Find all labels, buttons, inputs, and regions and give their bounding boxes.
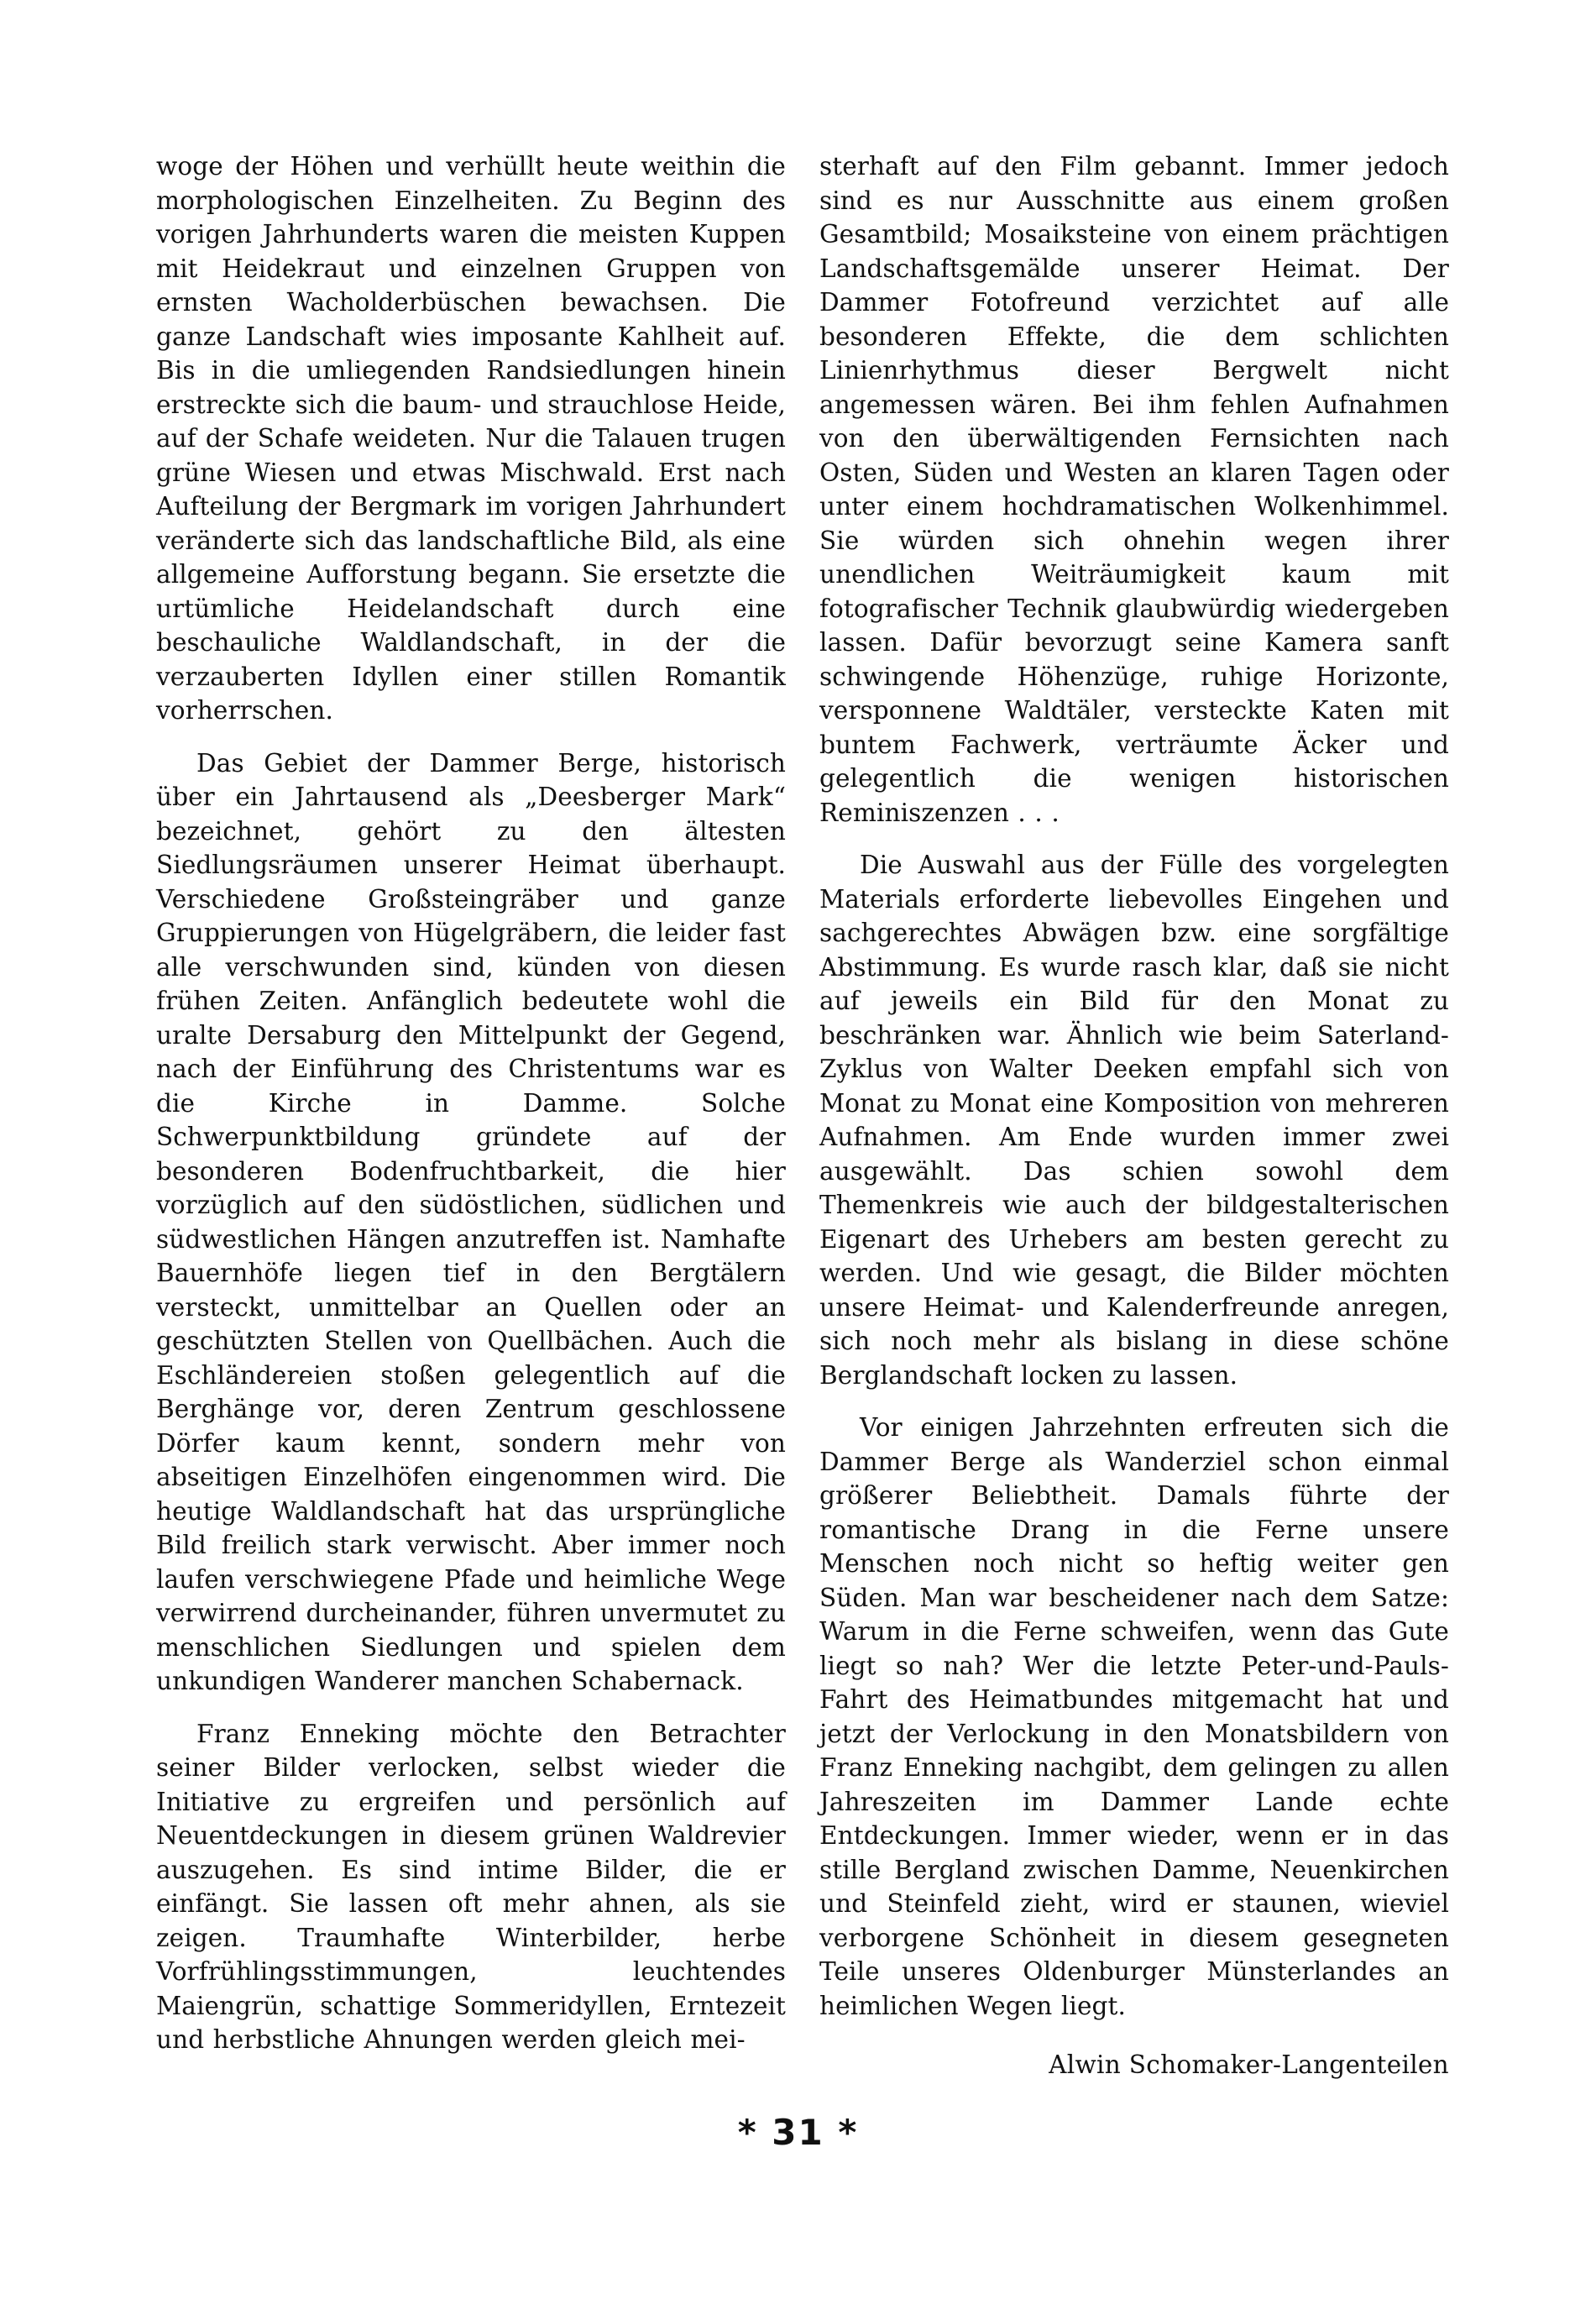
paragraph-right-3: Vor einigen Jahrzehnten erfreuten sich die Dammer Berge als Wanderziel schon einmal größerer Beliebtheit. Damals führte der romantische Drang in die Ferne unsere Menschen noch nicht so heftig weiter gen Süden. Man war bescheidener nach dem Satze: Warum in die Ferne schweifen, wenn das Gute liegt so nah? Wer die letzte Peter-und-Pauls-Fahrt des Heimatbundes mitgemacht hat und jetzt der Verlockung in den Monatsbildern von Franz Enneking nachgibt, dem gelingen zu allen Jahreszeiten im Dammer Lande echte Entdeckungen. Immer wieder, wenn er in das stille Bergland zwischen Damme, Neuenkirchen und Steinfeld zieht, wird er staunen, wieviel verborgene Schönheit in diesem gesegneten Teile unseres Oldenburger Münsterlandes an heimlichen Wegen liegt. (819, 1413, 1449, 2020)
paragraph-right-2: Die Auswahl aus der Fülle des vorgelegten Materials erforderte liebevolles Eingehen und sachgerechtes Abwägen bzw. eine sorgfältige Abstimmung. Es wurde rasch klar, daß sie nicht auf jeweils ein Bild für den Monat zu beschränken war. Ähnlich wie beim Saterland-Zyklus von Walter Deeken empfahl sich von Monat zu Monat eine Komposition von mehreren Aufnahmen. Am Ende wurden immer zwei ausgewählt. Das schien sowohl dem Themenkreis wie auch der bildgestalterischen Eigenart des Urhebers am besten gerecht zu werden. Und wie gesagt, die Bilder möchten unsere Heimat- und Kalenderfreunde anregen, sich noch mehr als bislang in diese schöne Berglandschaft locken zu lassen. (819, 851, 1449, 1390)
paragraph-left-2: Das Gebiet der Dammer Berge, historisch über ein Jahrtausend als „Deesberger Mark“ bezeichnet, gehört zu den ältesten Siedlungsräumen unserer Heimat überhaupt. Verschiedene Großsteingräber und ganze Gruppierungen von Hügelgräbern, die leider fast alle verschwunden sind, künden von diesen frühen Zeiten. Anfänglich bedeutete wohl die uralte Dersaburg den Mittelpunkt der Gegend, nach der Einführung des Christentums war es die Kirche in Damme. Solche Schwerpunktbildung gründete auf der besonderen Bodenfruchtbarkeit, die hier vorzüglich auf den südöstlichen, südlichen und südwestlichen Hängen anzutreffen ist. Namhafte Bauernhöfe liegen tief in den Bergtälern versteckt, unmittelbar an Quellen oder an geschützten Stellen von Quellbächen. Auch die Eschländereien stoßen gelegentlich auf die Berghänge vor, deren Zentrum geschlossene Dörfer kaum kennt, sondern mehr von abseitigen Einzelhöfen eingenommen wird. Die heutige Waldlandschaft hat das ursprüngliche Bild freilich stark verwischt. Aber immer noch laufen verschwiegene Pfade und heimliche Wege verwirrend durcheinander, führen unvermutet zu menschlichen Siedlungen und spielen dem unkundigen Wanderer manchen Schabernack. (156, 748, 786, 1695)
page-number: * 31 * (737, 2112, 859, 2153)
left-column (156, 149, 786, 2057)
paragraph-right-1: sterhaft auf den Film gebannt. Immer jedoch sind es nur Ausschnitte aus einem großen Gesamtbild; Mosaiksteine von einem prächtigen Landschaftsgemälde unserer Heimat. Der Dammer Fotofreund verzichtet auf alle besonderen Effekte, die dem schlichten Linienrhythmus dieser Bergwelt nicht angemessen wären. Bei ihm fehlen Aufnahmen von den überwältigenden Fernsichten nach Osten, Süden und Westen an klaren Tagen oder unter einem hochdramatischen Wolkenhimmel. Sie würden sich ohnehin wegen ihrer unendlichen Weiträumigkeit kaum mit fotografischer Technik glaubwürdig wiedergeben lassen. Dafür bevorzugt seine Kamera sanft schwingende Höhenzüge, ruhige Horizonte, versponnene Waldtäler, versteckte Katen mit buntem Fachwerk, verträumte Äcker und gelegentlich die wenigen historischen Reminiszenzen . . . (819, 152, 1449, 827)
paragraph-left-1: woge der Höhen und verhüllt heute weithin die morphologischen Einzelheiten. Zu Beginn des vorigen Jahrhunderts waren die meisten Kuppen mit Heidekraut und einzelnen Gruppen von ernsten Wacholderbüschen bewachsen. Die ganze Landschaft wies imposante Kahlheit auf. Bis in die umliegenden Randsiedlungen hinein erstreckte sich die baum- und strauchlose Heide, auf der Schafe weideten. Nur die Talauen trugen grüne Wiesen und etwas Mischwald. Erst nach Aufteilung der Bergmark im vorigen Jahrhundert veränderte sich das landschaftliche Bild, als eine allgemeine Aufforstung begann. Sie ersetzte die urtümliche Heidelandschaft durch eine beschauliche Waldlandschaft, in der die verzauberten Idyllen einer stillen Romantik vorherrschen. (156, 152, 786, 725)
paragraph-left-3: Franz Enneking möchte den Betrachter seiner Bilder verlocken, selbst wieder die Initiative zu ergreifen und persönlich auf Neuentdeckungen in diesem grünen Waldrevier auszugehen. Es sind intime Bilder, die er einfängt. Sie lassen oft mehr ahnen, als sie zeigen. Traumhafte Winterbilder, herbe Vorfrühlingsstimmungen, leuchtendes Maiengrün, schattige Sommeridyllen, Erntezeit und herbstliche Ahnungen werden gleich mei- (156, 1719, 786, 2054)
right-column (819, 149, 1449, 2082)
author-signature: Alwin Schomaker-Langenteilen (1049, 2050, 1449, 2079)
